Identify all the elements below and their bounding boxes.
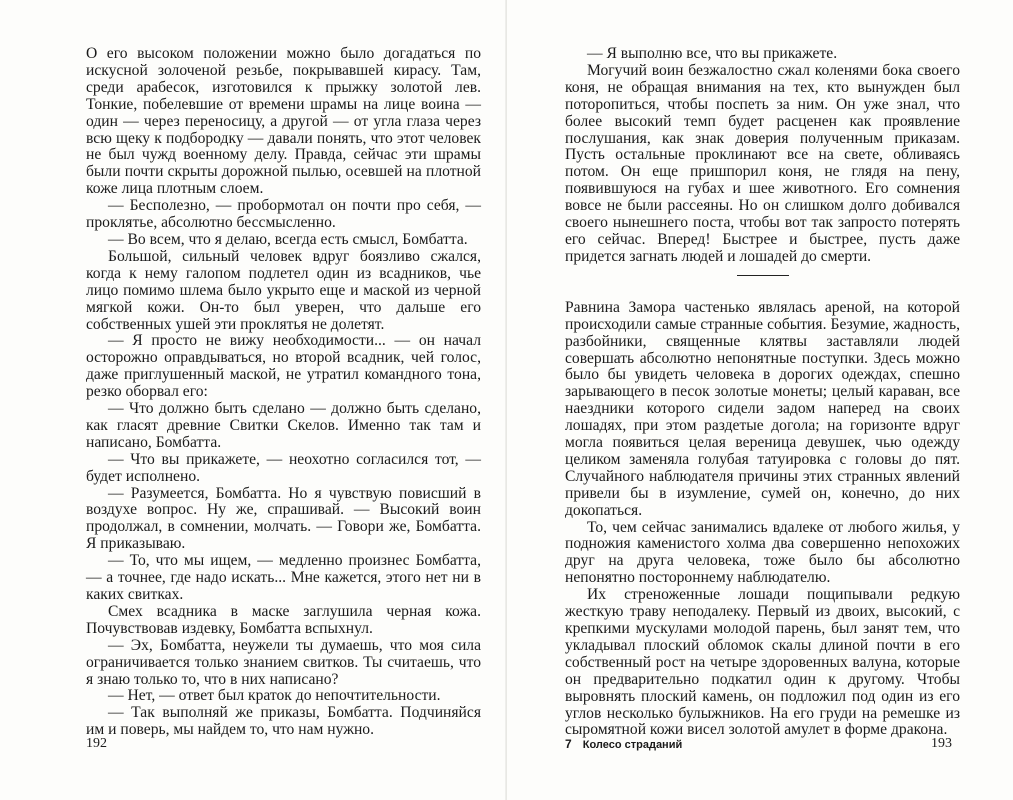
running-head-title: Колесо страданий: [582, 739, 683, 751]
paragraph: О его высоком положении можно было догадаться по искусной золоченой резьбе, покрывавшей кирасу. Там, среди арабесок, изготовился к прыжку золотой лев. Тонкие, побелевшие от времени шрамы на лице воина — один — через переносицу, а другой — от угла глаза через всю щеку к подбородку — давали понять, что этот человек не был чужд военному делу. Правда, сейчас эти шрамы были почти скрыты дорожной пылью, осевшей на плотной коже лица плотным слоем.: [86, 45, 481, 198]
paragraph: — Так выполняй же приказы, Бомбатта. Подчиняйся им и поверь, мы найдем то, что нам нужно.: [86, 704, 481, 739]
paragraph: — Эх, Бомбатта, неужели ты думаешь, что моя сила ограничивается только знанием свитков. Ты считаешь, что я знаю только то, что в них написано?: [86, 636, 481, 688]
running-head: [565, 737, 682, 751]
paragraph: То, чем сейчас занимались вдалеке от любого жилья, у подножия каменистого холма два совершенно непохожих друг на друга человека, тоже было бы абсолютно непонятно постороннему наблюдателю.: [565, 518, 960, 587]
paragraph: — Я выполню все, что вы прикажете.: [587, 45, 838, 62]
paragraph: Равнина Замора частенько являлась ареной, на которой происходили самые странные события. Безумие, жадность, разбойники, священные клятвы заставляли людей совершать абсолютно непонятные поступки. Здесь можно было бы увидеть человека в дорогих одеждах, спешно зарывающего в песок золотые монеты; целый караван, все наездники которого сидели задом наперед на своих лошадях, при этом раздетые догола; на горизонте вдруг могла появиться целая вереница девушек, чью одежду целиком заменяла голубая татуировка с головы до пят. Случайного наблюдателя причины этих странных явлений привели бы в изумление, сумей он, конечно, до них докопаться.: [565, 298, 960, 519]
left-text-column: [86, 46, 481, 739]
running-head-number: 7: [565, 737, 572, 751]
paragraph: — Во всем, что я делаю, всегда есть смысл, Бомбатта.: [108, 230, 468, 248]
page-number-right: 193: [931, 736, 952, 751]
paragraph: — Я просто не вижу необходимости... — он начал осторожно оправдываться, но второй всадник, чей голос, даже приглушенный маской, не утратил командного тона, резко оборвал его:: [86, 332, 481, 401]
paragraph: — Бесполезно, — пробормотал он почти про себя, — проклятье, абсолютно бессмысленно.: [86, 197, 481, 232]
right-page: [507, 0, 1013, 800]
paragraph: — Нет, — ответ был краток до непочтительности.: [108, 687, 441, 705]
paragraph: Их стреноженные лошади пощипывали редкую жесткую траву неподалеку. Первый из двоих, высокий, с крепкими мускулами молодой парень, был занят тем, что укладывал плоский обломок скалы длиной почти в его собственный рост на четыре здоровенных валуна, которые он предварительно подкатил один к другому. Чтобы выровнять плоский камень, он подложил под один из его углов несколько булыжников. На его груди на ремешке из сыромятной кожи висел золотой амулет в форме дракона.: [565, 586, 960, 739]
page-number-left: 192: [86, 736, 107, 751]
paragraph: Смех всадника в маске заглушила черная кожа. Почувствовав издевку, Бомбатта вспыхнул.: [86, 602, 481, 637]
paragraph: — Что вы прикажете, — неохотно согласился тот, — будет исполнено.: [86, 450, 481, 485]
right-text-column: [565, 46, 960, 739]
paragraph: Могучий воин безжалостно сжал коленями бока своего коня, не обращая внимания на тех, кто вынужден был поторопиться, чтобы поспеть за ним. Он уже знал, что более высокий темп будет расценен как проявление послушания, как знак доверия полученным приказам. Пусть остальные проклинают все на свете, обливаясь потом. Он еще пришпорил коня, не глядя на пену, появившуюся на губах и шее животного. Его сомнения вовсе не были рассеяны. Но он слишком долго добивался своего нынешнего поста, чтобы вот так запросто потерять его сейчас. Вперед! Быстрее и быстрее, пусть даже придется загнать людей и лошадей до смерти.: [565, 61, 960, 265]
paragraph: — То, что мы ищем, — медленно произнес Бомбатта, — а точнее, где надо искать... Мне кажется, этого нет ни в каких свитках.: [86, 552, 481, 603]
paragraph: — Что должно быть сделано — должно быть сделано, как гласят древние Свитки Скелов. Именно так там и написано, Бомбатта.: [86, 400, 481, 451]
section-separator: [737, 275, 789, 276]
paragraph: — Разумеется, Бомбатта. Но я чувствую повисший в воздухе вопрос. Ну же, спрашивай. — Высокий воин продолжал, в сомнении, молчать. — Говори же, Бомбатта. Я приказываю.: [86, 484, 481, 553]
left-page: [0, 0, 506, 800]
paragraph: Большой, сильный человек вдруг боязливо сжался, когда к нему галопом подлетел один из всадников, чье лицо помимо шлема было укрыто еще и маской из черной мягкой кожи. Он-то был уверен, что дальше его собственных ушей эти проклятья не долетят.: [86, 247, 481, 333]
